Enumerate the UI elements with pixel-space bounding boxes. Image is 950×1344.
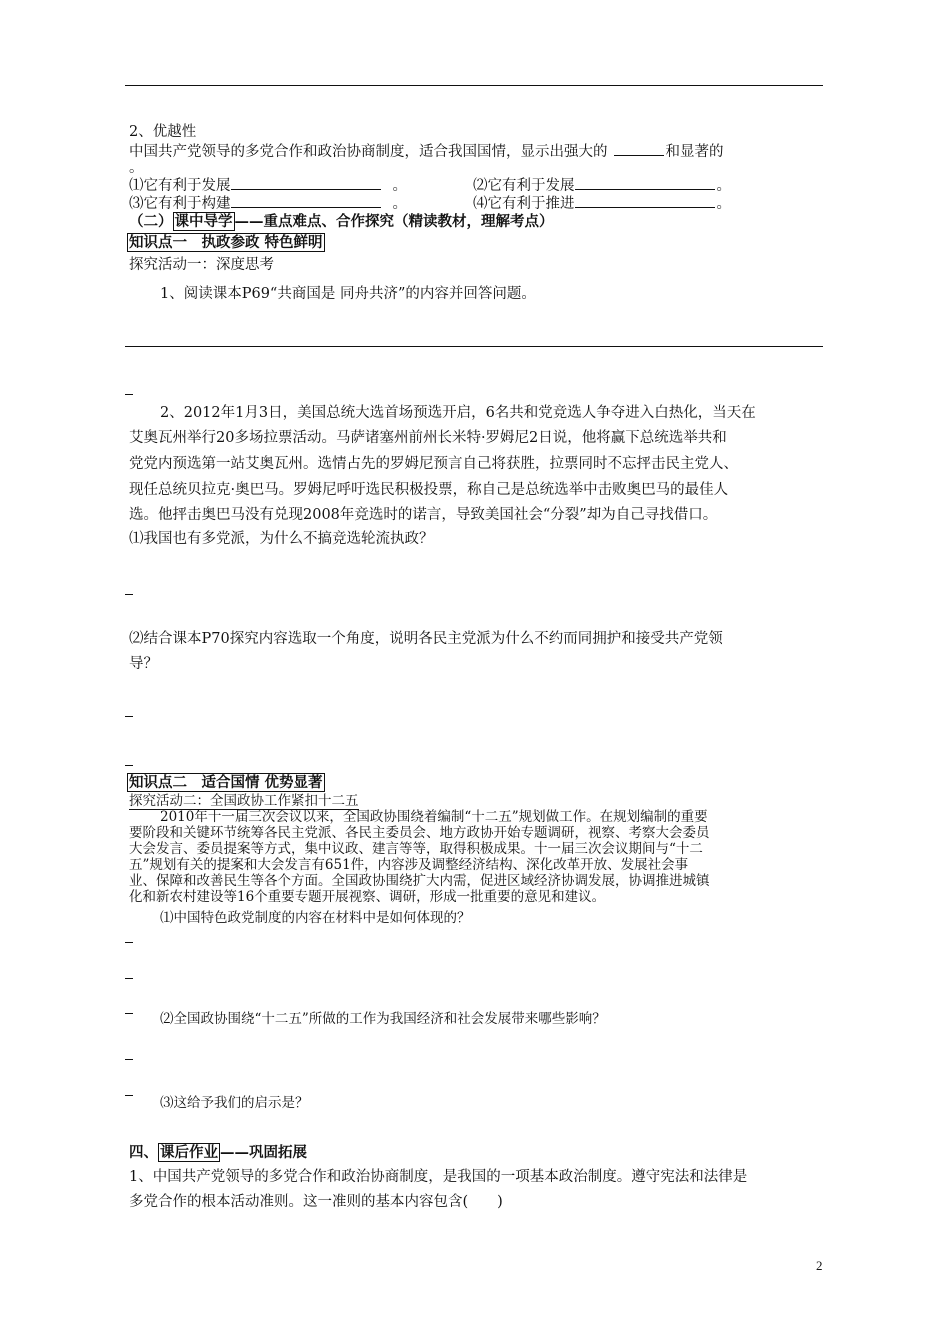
intro-end: 。 (129, 160, 144, 176)
section-heading (129, 212, 554, 232)
fill-blank[interactable] (575, 193, 715, 208)
kp2-title: 知识点二 适合国情 优势显著 (129, 774, 323, 791)
answer-line (125, 85, 823, 86)
benefit-end: 。 (392, 196, 407, 212)
question-text: ⑴我国也有多党派，为什么不搞竞选轮流执政？ (129, 531, 434, 547)
benefit-end: 。 (716, 196, 731, 212)
answer-line (125, 346, 823, 347)
material-line: 业、保障和改善民生等各个方面。全国政协围绕扩大内需，促进区域经济协调发展，协调推进城镇 (129, 873, 710, 889)
paragraph-line: 多党合作的根本活动准则。这一准则的基本内容包含( ) (129, 1194, 503, 1210)
section-prefix: 四、 (129, 1144, 158, 1161)
paragraph-line: 艾奥瓦州举行20多场拉票活动。马萨诸塞州前州长米特·罗姆尼2日说，他将赢下总统选举共和 (129, 430, 727, 446)
page-number: 2 (816, 1258, 823, 1273)
benefit-label: ⑶它有利于构建 (129, 196, 231, 212)
answer-dash (125, 394, 133, 395)
answer-dash (125, 716, 133, 717)
paragraph-line: 选。他抨击奥巴马没有兑现2008年竞选时的诺言，导致美国社会“分裂”却为自己寻找借口。 (129, 507, 718, 523)
activity-title: 探究活动一：深度思考 (129, 257, 274, 273)
paragraph-line: 2、2012年1月3日，美国总统大选首场预选开启，6名共和党竞选人争夺进入白热化，当天在 (160, 405, 756, 421)
section-heading (129, 1143, 307, 1163)
answer-dash (125, 1095, 133, 1096)
section-suffix: ——重点难点、合作探究（精读教材，理解考点） (234, 213, 554, 230)
paragraph-line: 现任总统贝拉克·奥巴马。罗姆尼呼吁选民积极投票，称自己是总统选举中击败奥巴马的最佳人 (129, 482, 729, 498)
material-line: 大会发言、委员提案等方式，集中议政、建言等等，取得积极成果。十一届三次会议期间与“十二 (129, 841, 703, 857)
fill-blank[interactable] (614, 141, 664, 156)
kp1-title: 知识点一 执政参政 特色鲜明 (129, 234, 323, 251)
answer-dash (125, 1059, 133, 1060)
benefit-label: ⑵它有利于发展 (473, 178, 575, 194)
section-suffix: ——巩固拓展 (220, 1144, 307, 1161)
question-text: ⑴中国特色政党制度的内容在材料中是如何体现的？ (160, 910, 471, 926)
kp2-activity: 探究活动二：全国政协工作紧扣十二五 (129, 793, 359, 809)
material-line: 五”规划有关的提案和大会发言有651件，内容涉及调整经济结构、深化改革开放、发展社会事 (129, 857, 689, 873)
benefit-end: 。 (716, 178, 731, 194)
material-line: 化和新农村建设等16个重要专题开展视察、调研，形成一批重要的意见和建议。 (129, 889, 606, 905)
question-text: ⑵结合课本P70探究内容选取一个角度，说明各民主党派为什么不约而同拥护和接受共产党领 (129, 631, 723, 647)
question-text: 1、阅读课本P69“共商国是 同舟共济”的内容并回答问题。 (160, 286, 536, 302)
fill-blank[interactable] (231, 175, 381, 190)
benefit-end: 。 (392, 178, 407, 194)
paragraph-line (129, 141, 724, 162)
intro-text: 中国共产党领导的多党合作和政治协商制度，适合我国国情，显示出强大的 (129, 144, 608, 160)
question-text: 导？ (129, 656, 158, 672)
material-line: 要阶段和关键环节统筹各民主党派、各民主委员会、地方政协开始专题调研，视察、考察大会委员 (129, 825, 710, 841)
answer-dash (125, 1013, 133, 1014)
intro-text-mid: 和显著的 (665, 144, 724, 160)
section-prefix: （二） (129, 213, 173, 230)
benefit-item (129, 193, 407, 214)
knowledge-point-title (127, 773, 325, 793)
benefit-label: ⑴它有利于发展 (129, 178, 231, 194)
answer-dash (125, 942, 133, 943)
section-boxed-title: 课中导学 (174, 213, 233, 230)
benefit-item (473, 193, 731, 214)
fill-blank[interactable] (231, 193, 381, 208)
answer-dash (125, 594, 133, 595)
question-text: ⑶这给予我们的启示是？ (160, 1095, 309, 1111)
answer-dash (125, 978, 133, 979)
answer-dash (125, 765, 133, 766)
material-line: 2010年十一届三次会议以来，全国政协围绕着编制“十二五”规划做工作。在规划编制的重要 (160, 809, 708, 825)
section-heading: 2、优越性 (129, 124, 197, 140)
benefit-label: ⑷它有利于推进 (473, 196, 575, 212)
activity-title (129, 794, 359, 809)
knowledge-point-title (127, 233, 325, 253)
paragraph-line: 1、中国共产党领导的多党合作和政治协商制度，是我国的一项基本政治制度。遵守宪法和法律是 (129, 1169, 748, 1185)
question-text: ⑵全国政协围绕“十二五”所做的工作为我国经济和社会发展带来哪些影响？ (160, 1011, 606, 1027)
paragraph-line: 党党内预选第一站艾奥瓦州。选情占先的罗姆尼预言自己将获胜，拉票同时不忘抨击民主党人、 (129, 456, 738, 472)
fill-blank[interactable] (575, 175, 715, 190)
section-boxed-title: 课后作业 (160, 1144, 218, 1161)
